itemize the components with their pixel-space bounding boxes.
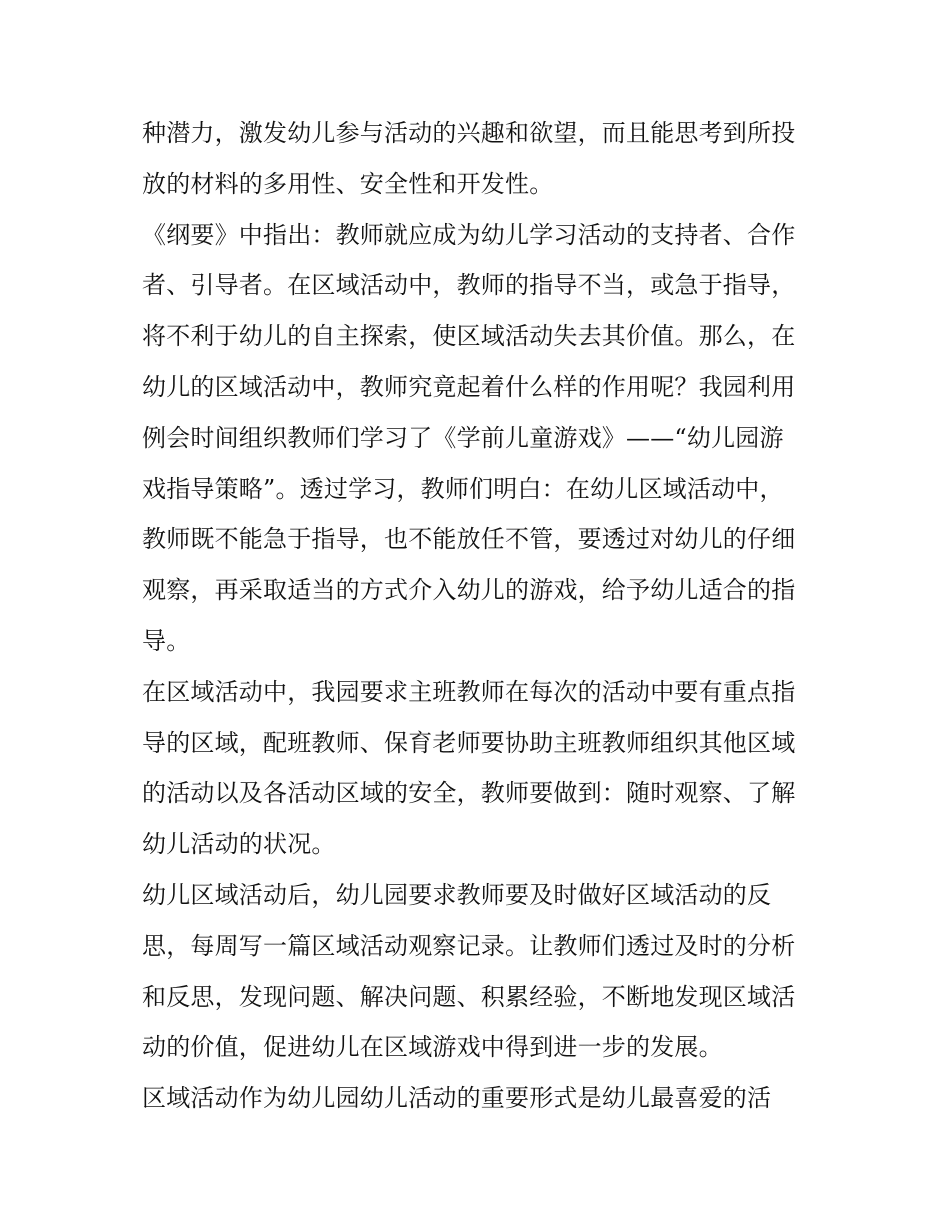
- text-line: 种潜力，激发幼儿参与活动的兴趣和欲望，而且能思考到所投: [142, 119, 796, 147]
- text-line: 幼儿的区域活动中，教师究竟起着什么样的作用呢？我园利用: [142, 372, 796, 401]
- text-line: 的活动以及各活动区域的安全，教师要做到：随时观察、了解: [142, 779, 796, 808]
- text-line: 戏指导策略”。透过学习，教师们明白：在幼儿区域活动中，: [142, 474, 784, 503]
- text-line: 导。: [142, 626, 191, 655]
- text-line: 幼儿活动的状况。: [142, 830, 336, 859]
- text-line: 观察，再采取适当的方式介入幼儿的游戏，给予幼儿适合的指: [142, 576, 796, 605]
- text-line: 导的区域，配班教师、保育老师要协助主班教师组织其他区域: [142, 728, 796, 757]
- text-line: 幼儿区域活动后，幼儿园要求教师要及时做好区域活动的反: [142, 880, 772, 909]
- text-line: 例会时间组织教师们学习了《学前儿童游戏》——“幼儿园游: [142, 423, 784, 452]
- text-line: 《纲要》中指出：教师就应成为幼儿学习活动的支持者、合作: [142, 220, 796, 249]
- body-text: [142, 108, 812, 1124]
- text-line: 思，每周写一篇区域活动观察记录。让教师们透过及时的分析: [142, 931, 796, 960]
- text-line: 者、引导者。在区域活动中，教师的指导不当，或急于指导，: [142, 271, 796, 300]
- text-line: 和反思，发现问题、解决问题、积累经验，不断地发现区域活: [142, 982, 796, 1011]
- text-line: 教师既不能急于指导，也不能放任不管，要透过对幼儿的仔细: [142, 525, 796, 554]
- text-line: 放的材料的多用性、安全性和开发性。: [142, 169, 554, 198]
- text-line: 将不利于幼儿的自主探索，使区域活动失去其价值。那么，在: [142, 322, 796, 351]
- text-line: 动的价值，促进幼儿在区域游戏中得到进一步的发展。: [142, 1033, 723, 1062]
- text-line: 在区域活动中，我园要求主班教师在每次的活动中要有重点指: [142, 677, 796, 706]
- text-line: 区域活动作为幼儿园幼儿活动的重要形式是幼儿最喜爱的活: [142, 1084, 772, 1113]
